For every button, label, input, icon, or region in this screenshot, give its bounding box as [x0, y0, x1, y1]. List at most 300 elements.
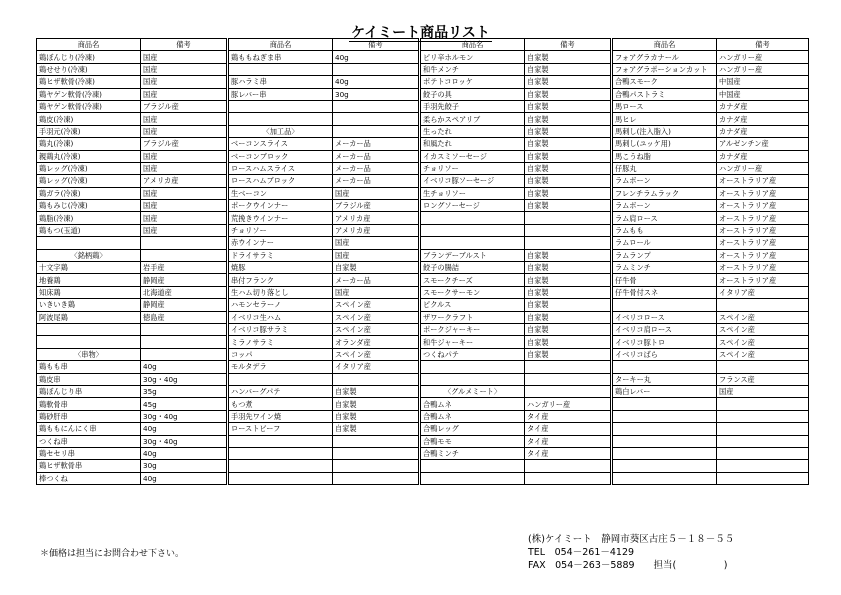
product-note-cell: 自家製 [525, 200, 611, 212]
product-note-cell: アルゼンチン産 [717, 138, 809, 150]
table-row [37, 100, 809, 112]
table-row [37, 286, 809, 298]
product-name-cell: 荒挽きウインナー [229, 212, 333, 224]
product-name-cell [229, 460, 333, 472]
product-note-cell: 自家製 [525, 299, 611, 311]
product-name-cell: イベリコ豚トロ [613, 336, 717, 348]
product-note-cell: 自家製 [525, 175, 611, 187]
product-note-cell [525, 460, 611, 472]
product-name-cell: ポークウインナー [229, 200, 333, 212]
product-name-cell: ラムロール [613, 237, 717, 249]
product-name-cell [421, 224, 525, 236]
product-name-cell: 〈銘柄鶏〉 [37, 249, 141, 261]
product-name-cell: イベリコばら [613, 348, 717, 360]
table-row [37, 423, 809, 435]
product-name-cell [229, 100, 333, 112]
product-note-cell: 自家製 [525, 249, 611, 261]
product-name-cell: 馬こうね脂 [613, 150, 717, 162]
product-name-cell: 仔牛骨 [613, 274, 717, 286]
product-note-cell: 自家製 [525, 76, 611, 88]
table-row [37, 76, 809, 88]
product-note-cell: 自家製 [525, 88, 611, 100]
product-name-cell: 鶏せせり(冷凍) [37, 63, 141, 75]
product-name-cell [613, 410, 717, 422]
product-note-cell: 30g・40g [141, 373, 227, 385]
product-note-cell: 自家製 [333, 385, 419, 397]
product-note-cell: タイ産 [525, 410, 611, 422]
product-note-cell: 30g [333, 88, 419, 100]
product-note-cell: メーカー品 [333, 175, 419, 187]
product-note-cell: 自家製 [525, 63, 611, 75]
product-note-cell: カナダ産 [717, 150, 809, 162]
product-name-cell [613, 435, 717, 447]
product-name-cell: 馬刺し(ユッケ用) [613, 138, 717, 150]
product-name-cell: つくね串 [37, 435, 141, 447]
product-note-cell: 国産 [141, 51, 227, 63]
product-note-cell: 自家製 [525, 323, 611, 335]
product-note-cell: 岩手産 [141, 262, 227, 274]
header-name: 商品名 [421, 39, 525, 51]
product-name-cell: 仔豚丸 [613, 162, 717, 174]
product-name-cell: 手羽元(冷凍) [37, 125, 141, 137]
product-name-cell: 鶏脂(冷凍) [37, 212, 141, 224]
product-note-cell: オーストラリア産 [717, 187, 809, 199]
header-row [37, 39, 809, 51]
table-row [37, 410, 809, 422]
table-row [37, 162, 809, 174]
product-name-cell: ラムミンチ [613, 262, 717, 274]
product-name-cell: 赤ウインナー [229, 237, 333, 249]
product-note-cell [333, 460, 419, 472]
product-note-cell [333, 125, 419, 137]
product-note-cell: 自家製 [525, 51, 611, 63]
product-note-cell [333, 113, 419, 125]
product-note-cell: 自家製 [525, 113, 611, 125]
table-row [37, 51, 809, 63]
product-note-cell [717, 435, 809, 447]
product-note-cell: 30g [141, 460, 227, 472]
product-note-cell: スペイン産 [333, 348, 419, 360]
product-note-cell [717, 423, 809, 435]
product-name-cell: 鶏もみじ(冷凍) [37, 200, 141, 212]
product-name-cell: 馬ロース [613, 100, 717, 112]
product-note-cell: 自家製 [525, 162, 611, 174]
product-note-cell: 自家製 [525, 311, 611, 323]
table-row [37, 472, 809, 484]
product-note-cell: カナダ産 [717, 113, 809, 125]
product-name-cell: 合鴨モモ [421, 435, 525, 447]
table-row [37, 125, 809, 137]
product-name-cell: ベーコンスライス [229, 138, 333, 150]
product-name-cell: 合鴨パストラミ [613, 88, 717, 100]
product-name-cell [613, 460, 717, 472]
product-note-cell: 30g・40g [141, 435, 227, 447]
product-note-cell: 静岡産 [141, 299, 227, 311]
product-name-cell [229, 472, 333, 484]
company-address: (株)ケイミート 静岡市葵区古庄５－１８－５５ [528, 534, 735, 545]
product-note-cell: 国産 [141, 187, 227, 199]
product-name-cell: ラムもも [613, 224, 717, 236]
product-note-cell: 自家製 [333, 398, 419, 410]
product-name-cell: 鶏皮(冷凍) [37, 113, 141, 125]
table-row [37, 262, 809, 274]
product-name-cell: ローストビーフ [229, 423, 333, 435]
product-note-cell: ハンガリー産 [717, 162, 809, 174]
product-note-cell: 国産 [141, 113, 227, 125]
product-name-cell: フレンチラムラック [613, 187, 717, 199]
product-note-cell: 国産 [717, 385, 809, 397]
product-note-cell [333, 373, 419, 385]
product-name-cell [421, 460, 525, 472]
product-note-cell: カナダ産 [717, 100, 809, 112]
product-name-cell: 生ったれ [421, 125, 525, 137]
product-name-cell: ピリ辛ホルモン [421, 51, 525, 63]
product-note-cell: 自家製 [525, 348, 611, 360]
product-note-cell: 国産 [141, 150, 227, 162]
product-note-cell: スペイン産 [717, 348, 809, 360]
product-name-cell: ポークジャーキー [421, 323, 525, 335]
product-name-cell: 柔らかスペアリブ [421, 113, 525, 125]
product-name-cell: 合鴨ムネ [421, 410, 525, 422]
product-name-cell [613, 398, 717, 410]
product-name-cell: 生チョリソー [421, 187, 525, 199]
product-note-cell [333, 63, 419, 75]
product-note-cell: 国産 [141, 125, 227, 137]
company-block [528, 533, 734, 572]
product-note-cell: 国産 [333, 237, 419, 249]
product-name-cell: イカスミソーセージ [421, 150, 525, 162]
table-row [37, 274, 809, 286]
product-note-cell: ハンガリー産 [717, 63, 809, 75]
header-note: 備考 [333, 39, 419, 51]
product-name-cell: 鶏軟骨串 [37, 398, 141, 410]
table-row [37, 447, 809, 459]
product-note-cell: オーストラリア産 [717, 212, 809, 224]
product-name-cell: 生ベーコン [229, 187, 333, 199]
product-note-cell: 中国産 [717, 76, 809, 88]
product-name-cell: 鶏砂肝串 [37, 410, 141, 422]
product-name-cell: 和牛ジャーキー [421, 336, 525, 348]
product-note-cell [333, 472, 419, 484]
product-name-cell: 仔牛骨付スネ [613, 286, 717, 298]
product-name-cell: ロースハムブロック [229, 175, 333, 187]
table-row [37, 187, 809, 199]
table-body [37, 51, 809, 485]
product-name-cell: 豚レバー串 [229, 88, 333, 100]
product-name-cell [37, 323, 141, 335]
product-note-cell: 40g [141, 361, 227, 373]
product-name-cell: 合鴨スモーク [613, 76, 717, 88]
product-name-cell: もつ煮 [229, 398, 333, 410]
product-note-cell [717, 410, 809, 422]
product-note-cell: スペイン産 [717, 336, 809, 348]
product-note-cell [525, 385, 611, 397]
product-name-cell [37, 336, 141, 348]
product-note-cell: オーストラリア産 [717, 175, 809, 187]
product-name-cell: 鶏ヒザ軟骨串 [37, 460, 141, 472]
product-name-cell: フォアグラカナール [613, 51, 717, 63]
product-note-cell: 国産 [333, 249, 419, 261]
product-note-cell [525, 361, 611, 373]
product-name-cell [421, 472, 525, 484]
price-note: ＊価格は担当にお問合わせ下さい。 [40, 549, 185, 559]
product-name-cell: ラム肩ロース [613, 212, 717, 224]
product-name-cell: 合鴨ミンチ [421, 447, 525, 459]
product-name-cell: 鶏ヤゲン軟骨(冷凍) [37, 100, 141, 112]
product-note-cell: オーストラリア産 [717, 249, 809, 261]
product-note-cell: スペイン産 [333, 311, 419, 323]
product-note-cell: 北海道産 [141, 286, 227, 298]
product-name-cell: スモークサーモン [421, 286, 525, 298]
product-note-cell: 国産 [141, 76, 227, 88]
product-note-cell [717, 398, 809, 410]
product-name-cell: 鶏ももにんにく串 [37, 423, 141, 435]
product-note-cell: 国産 [141, 224, 227, 236]
title-text: ケイミート商品リスト [351, 25, 490, 41]
product-note-cell: オーストラリア産 [717, 262, 809, 274]
table-row [37, 88, 809, 100]
product-note-cell: フランス産 [717, 373, 809, 385]
product-name-cell: ラムボーン [613, 200, 717, 212]
product-name-cell: イベリコ生ハム [229, 311, 333, 323]
table-row [37, 460, 809, 472]
product-note-cell: 国産 [141, 212, 227, 224]
product-note-cell: オーストラリア産 [717, 237, 809, 249]
product-name-cell: コッパ [229, 348, 333, 360]
product-name-cell: 鶏セセリ串 [37, 447, 141, 459]
product-note-cell: スペイン産 [717, 323, 809, 335]
table-row [37, 348, 809, 360]
product-name-cell: 和風たれ [421, 138, 525, 150]
product-note-cell: 自家製 [333, 410, 419, 422]
table-row [37, 361, 809, 373]
table-row [37, 249, 809, 261]
product-note-cell: オランダ産 [333, 336, 419, 348]
product-note-cell: ブラジル産 [141, 138, 227, 150]
product-name-cell: 鶏ヤゲン軟骨(冷凍) [37, 88, 141, 100]
product-note-cell: オーストラリア産 [717, 274, 809, 286]
product-note-cell: イタリア産 [333, 361, 419, 373]
product-note-cell: 45g [141, 398, 227, 410]
product-note-cell [525, 373, 611, 385]
product-name-cell: 串付フランク [229, 274, 333, 286]
product-name-cell: イベリコ肩ロース [613, 323, 717, 335]
product-note-cell: 自家製 [333, 262, 419, 274]
product-note-cell: 40g [141, 447, 227, 459]
product-name-cell [613, 423, 717, 435]
table-row [37, 63, 809, 75]
product-note-cell: オーストラリア産 [717, 224, 809, 236]
product-name-cell: 鶏ももねぎま串 [229, 51, 333, 63]
table-row [37, 373, 809, 385]
table-row [37, 435, 809, 447]
product-name-cell: 鶏レッグ(冷凍) [37, 175, 141, 187]
header-name: 商品名 [229, 39, 333, 51]
product-name-cell: 生ハム切り落とし [229, 286, 333, 298]
product-note-cell: 中国産 [717, 88, 809, 100]
product-name-cell: 鶏ぼんじり(冷凍) [37, 51, 141, 63]
product-note-cell [141, 323, 227, 335]
product-note-cell: ハンガリー産 [525, 398, 611, 410]
product-note-cell [525, 237, 611, 249]
product-name-cell: イベリコ豚ソーセージ [421, 175, 525, 187]
company-fax: FAX 054－263－5889 担当( ) [528, 560, 728, 571]
product-name-cell: ラムランプ [613, 249, 717, 261]
product-name-cell: 〈串物〉 [37, 348, 141, 360]
product-note-cell: ハンガリー産 [717, 51, 809, 63]
product-name-cell: ロースハムスライス [229, 162, 333, 174]
product-name-cell: 阿波尾鶏 [37, 311, 141, 323]
product-name-cell: フォアグラポーションカット [613, 63, 717, 75]
product-note-cell: 自家製 [525, 150, 611, 162]
product-note-cell: カナダ産 [717, 125, 809, 137]
product-name-cell: 鶏丸(冷凍) [37, 138, 141, 150]
product-name-cell: 十文字鶏 [37, 262, 141, 274]
product-name-cell: 馬ヒレ [613, 113, 717, 125]
product-name-cell: 餃子の具 [421, 88, 525, 100]
product-name-cell: 〈加工品〉 [229, 125, 333, 137]
product-note-cell [141, 336, 227, 348]
product-note-cell: 30g・40g [141, 410, 227, 422]
product-note-cell: メーカー品 [333, 162, 419, 174]
product-name-cell: 鶏ぼんじり串 [37, 385, 141, 397]
product-name-cell [229, 373, 333, 385]
product-note-cell: 国産 [141, 162, 227, 174]
product-name-cell: 合鴨ムネ [421, 398, 525, 410]
product-name-cell [229, 63, 333, 75]
product-name-cell: 鶏ヒザ軟骨(冷凍) [37, 76, 141, 88]
table-row [37, 237, 809, 249]
product-note-cell: 自家製 [525, 336, 611, 348]
product-name-cell: 餃子の腸詰 [421, 262, 525, 274]
product-name-cell: 鶏皮串 [37, 373, 141, 385]
product-name-cell: ラムボーン [613, 175, 717, 187]
product-name-cell: 鶏もも串 [37, 361, 141, 373]
product-name-cell: モルタデラ [229, 361, 333, 373]
product-name-cell: ベーコンブロック [229, 150, 333, 162]
product-name-cell: ターキー丸 [613, 373, 717, 385]
product-name-cell [229, 447, 333, 459]
product-name-cell [421, 373, 525, 385]
product-note-cell [333, 447, 419, 459]
product-note-cell: 国産 [141, 200, 227, 212]
product-note-cell [141, 249, 227, 261]
header-note: 備考 [525, 39, 611, 51]
product-note-cell: 徳島産 [141, 311, 227, 323]
product-note-cell: スペイン産 [333, 323, 419, 335]
product-note-cell [333, 435, 419, 447]
product-note-cell: 35g [141, 385, 227, 397]
header-name: 商品名 [37, 39, 141, 51]
header-note: 備考 [717, 39, 809, 51]
company-tel: TEL 054－261－4129 [528, 547, 635, 558]
product-note-cell: 自家製 [525, 100, 611, 112]
product-note-cell: ブラジル産 [141, 100, 227, 112]
product-note-cell: 自家製 [525, 274, 611, 286]
product-note-cell [717, 361, 809, 373]
product-note-cell: 自家製 [525, 286, 611, 298]
product-note-cell: 自家製 [525, 125, 611, 137]
product-name-cell [37, 237, 141, 249]
product-name-cell [613, 472, 717, 484]
table-row [37, 385, 809, 397]
product-note-cell: イタリア産 [717, 286, 809, 298]
product-note-cell [525, 472, 611, 484]
product-name-cell: チョリソー [421, 162, 525, 174]
product-note-cell: 自家製 [525, 138, 611, 150]
product-note-cell: ブラジル産 [333, 200, 419, 212]
table-row [37, 113, 809, 125]
product-name-cell: 合鴨レッグ [421, 423, 525, 435]
product-note-cell: タイ産 [525, 423, 611, 435]
product-name-cell: 棒つくね [37, 472, 141, 484]
product-note-cell: アメリカ産 [333, 212, 419, 224]
product-note-cell: 40g [141, 472, 227, 484]
product-note-cell [333, 100, 419, 112]
product-name-cell: 〈グルメミート〉 [421, 385, 525, 397]
product-note-cell: アメリカ産 [141, 175, 227, 187]
product-name-cell [421, 237, 525, 249]
table-row [37, 175, 809, 187]
table-row [37, 138, 809, 150]
product-note-cell [717, 460, 809, 472]
product-name-cell: ピクルス [421, 299, 525, 311]
product-name-cell: スモークチーズ [421, 274, 525, 286]
product-name-cell: イベリコ豚サラミ [229, 323, 333, 335]
header-note: 備考 [141, 39, 227, 51]
product-name-cell: 鶏もつ(玉道) [37, 224, 141, 236]
product-name-cell [421, 212, 525, 224]
product-name-cell: イベリコロース [613, 311, 717, 323]
product-name-cell [421, 361, 525, 373]
product-name-cell: 手羽先餃子 [421, 100, 525, 112]
product-note-cell: 40g [333, 76, 419, 88]
product-note-cell [525, 212, 611, 224]
product-name-cell: つくねパテ [421, 348, 525, 360]
product-note-cell: 国産 [141, 88, 227, 100]
product-note-cell [717, 447, 809, 459]
product-note-cell: 自家製 [333, 423, 419, 435]
product-name-cell: 親鶏丸(冷凍) [37, 150, 141, 162]
product-note-cell [141, 237, 227, 249]
product-name-cell [613, 447, 717, 459]
product-name-cell: ポテトコロッケ [421, 76, 525, 88]
product-note-cell: スペイン産 [333, 299, 419, 311]
product-name-cell: ブランデーブルスト [421, 249, 525, 261]
product-note-cell: 国産 [333, 286, 419, 298]
table-row [37, 212, 809, 224]
table-row [37, 150, 809, 162]
product-name-cell [229, 113, 333, 125]
product-note-cell: アメリカ産 [333, 224, 419, 236]
product-name-cell: 馬刺し(注入脂入) [613, 125, 717, 137]
product-name-cell: 和牛メンチ [421, 63, 525, 75]
table-row [37, 398, 809, 410]
product-note-cell: 自家製 [525, 262, 611, 274]
product-name-cell: ハンバーグパテ [229, 385, 333, 397]
product-name-cell: いきいき鶏 [37, 299, 141, 311]
product-name-cell: 知床鶏 [37, 286, 141, 298]
header-name: 商品名 [613, 39, 717, 51]
product-name-cell: 手羽先ワイン焼 [229, 410, 333, 422]
product-note-cell: スペイン産 [717, 311, 809, 323]
product-name-cell: 地養鶏 [37, 274, 141, 286]
product-name-cell: ミラノサラミ [229, 336, 333, 348]
table-row [37, 311, 809, 323]
product-name-cell: 焼豚 [229, 262, 333, 274]
product-note-cell: メーカー品 [333, 150, 419, 162]
product-name-cell: 鶏レッグ(冷凍) [37, 162, 141, 174]
